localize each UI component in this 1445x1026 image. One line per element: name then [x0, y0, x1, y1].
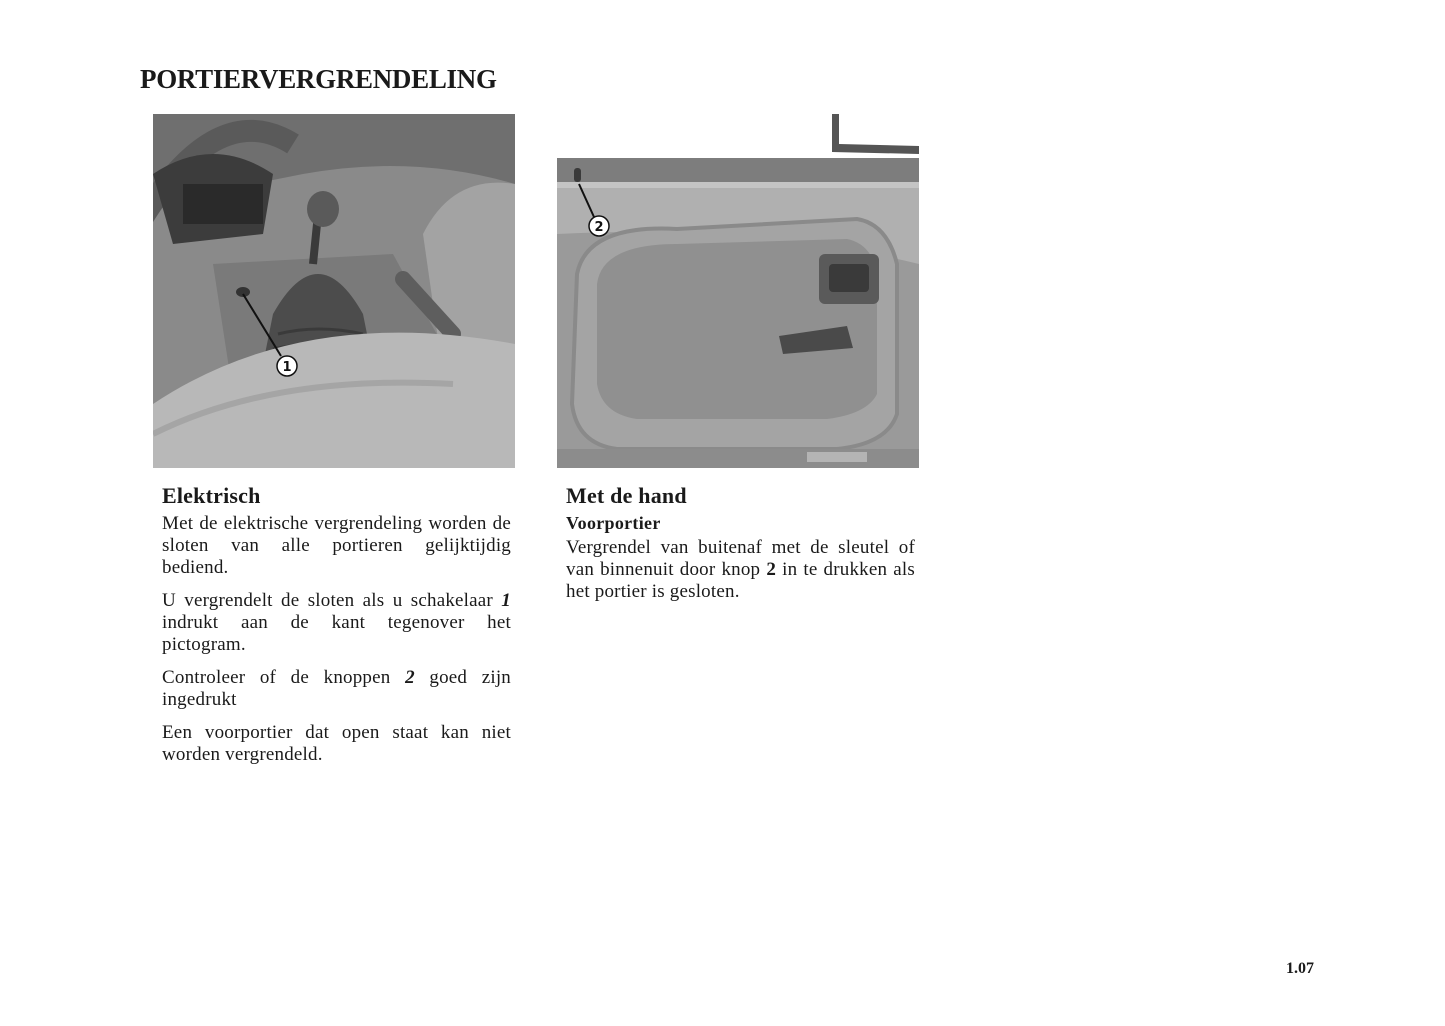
text-segment: goed zijn ingedrukt: [162, 667, 511, 710]
reference-number: 1: [501, 590, 511, 611]
reference-number: 2: [405, 667, 415, 688]
paragraph-electric-3: [162, 667, 511, 711]
page-number: 1.07: [1286, 960, 1314, 977]
section-heading-electric: Elektrisch: [162, 483, 261, 508]
callout-2-label: 2: [594, 220, 604, 235]
text-segment: Vergrendel van buitenaf met de sleutel of van binnenuit door knop: [566, 537, 915, 580]
paragraph-electric-2: [162, 590, 511, 656]
subheading-front-door: Voorportier: [566, 513, 661, 533]
photo-center-console: [153, 114, 515, 468]
section-electric: [162, 483, 511, 777]
photo-door-panel: [557, 114, 919, 468]
reference-number: 2: [766, 559, 777, 580]
paragraph-manual-1: [566, 537, 915, 603]
text-segment: indrukt aan de kant tegenover het pictogram.: [162, 612, 511, 655]
section-heading-manual: Met de hand: [566, 483, 687, 508]
paragraph-electric-1: Met de elektrische vergrendeling worden de sloten van alle portieren gelijktijdig bediend.: [162, 513, 511, 578]
text-segment: U vergrendelt de sloten als u schakelaar: [162, 590, 502, 611]
text-segment: Controleer of de knoppen: [162, 667, 406, 688]
paragraph-electric-4: Een voorportier dat open staat kan niet worden vergrendeld.: [162, 722, 511, 765]
callout-1-label: 1: [282, 360, 292, 375]
section-manual: [566, 483, 915, 614]
text-segment: in te drukken als het portier is gesloten.: [566, 559, 915, 602]
page-title: PORTIERVERGRENDELING: [140, 64, 497, 94]
